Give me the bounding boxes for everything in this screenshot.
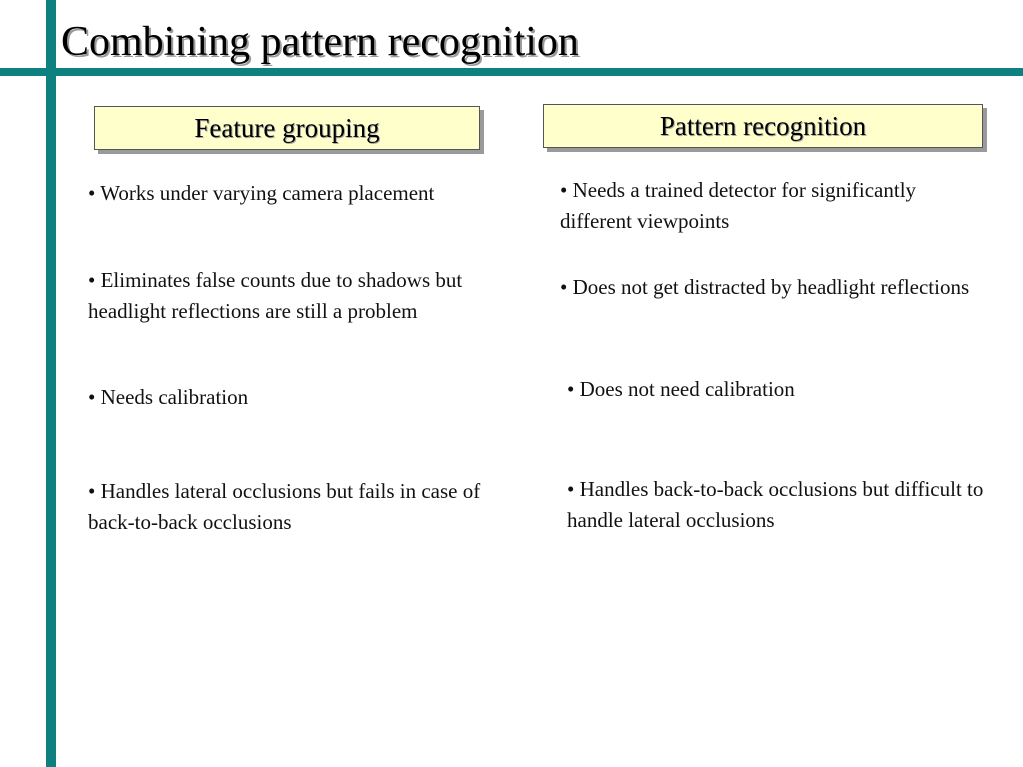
pattern-recognition-bullet-calibration: • Does not need calibration <box>567 377 795 401</box>
accent-vertical-bar <box>46 0 56 767</box>
accent-horizontal-bar <box>0 68 1023 76</box>
feature-grouping-header: Feature grouping <box>94 106 480 150</box>
feature-grouping-bullet-calibration: • Needs calibration <box>88 385 249 409</box>
pattern-recognition-header: Pattern recognition <box>543 104 983 148</box>
slide-title: Combining pattern recognition <box>61 19 579 65</box>
pattern-recognition-bullet-occlusions: • Handles back-to-back occlusions but difficult to handle lateral occlusions <box>567 477 984 532</box>
feature-grouping-bullet-camera: • Works under varying camera placement <box>88 181 435 205</box>
pattern-recognition-bullet-detector: • Needs a trained detector for significantly different viewpoints <box>560 178 917 233</box>
feature-grouping-bullet-occlusions: • Handles lateral occlusions but fails in case of back-to-back occlusions <box>88 479 481 534</box>
feature-grouping-bullet-shadows: • Eliminates false counts due to shadows but headlight reflections are still a problem <box>88 268 463 323</box>
pattern-recognition-bullet-headlight: • Does not get distracted by headlight reflections <box>560 275 970 299</box>
